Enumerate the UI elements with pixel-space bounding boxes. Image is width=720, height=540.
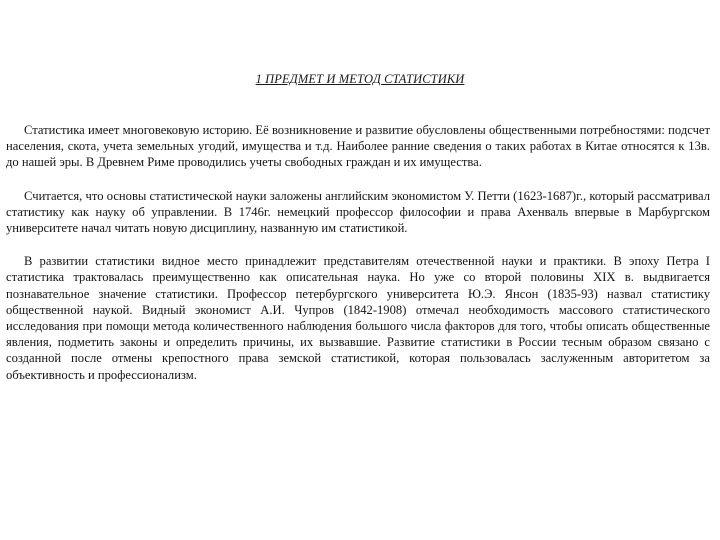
document-body: [6, 122, 710, 400]
paragraph-history: Статистика имеет многовековую историю. Её возникновение и развитие обусловлены общественными потребностями: подсчет населения, скота, учета земельных угодий, имущества и т.д. Наиболее ранние сведения о таких работах в Китае относятся к 13в. до нашей эры. В Древнем Риме проводились учеты свободных граждан и их имущества.: [6, 123, 710, 170]
document-title: 1 ПРЕДМЕТ И МЕТОД СТАТИСТИКИ: [255, 72, 465, 86]
paragraph-founders: Считается, что основы статистической науки заложены английским экономистом У. Петти (1623-1687)г., который рассматривал статистику как науку об управлении. В 1746г. немецкий профессор философии и права Ахенваль впервые в Марбургском университете начал читать новую дисциплину, названную им статистикой.: [6, 188, 710, 236]
paragraph-russia: В развитии статистики видное место принадлежит представителям отечественной науки и практики. В эпоху Петра I статистика трактовалась преимущественно как описательная наука. Но уже со второй половины XIX в. выдвигается познавательное значение статистики. Профессор петербургского университета Ю.Э. Янсон (1835-93) назвал статистику общественной наукой. Видный экономист А.И. Чупров (1842-1908) отмечал необходимость массового статистического исследования при помощи метода количественного наблюдения большого числа факторов для того, чтобы описать общественные явления, подметить законы и определить причины, их вызвавшие. Развитие статистики в России тесным образом связано с созданной после отмены крепостного права земской статистикой, которая пользовалась заслуженным авторитетом за объективность и профессионализм.: [6, 254, 710, 382]
